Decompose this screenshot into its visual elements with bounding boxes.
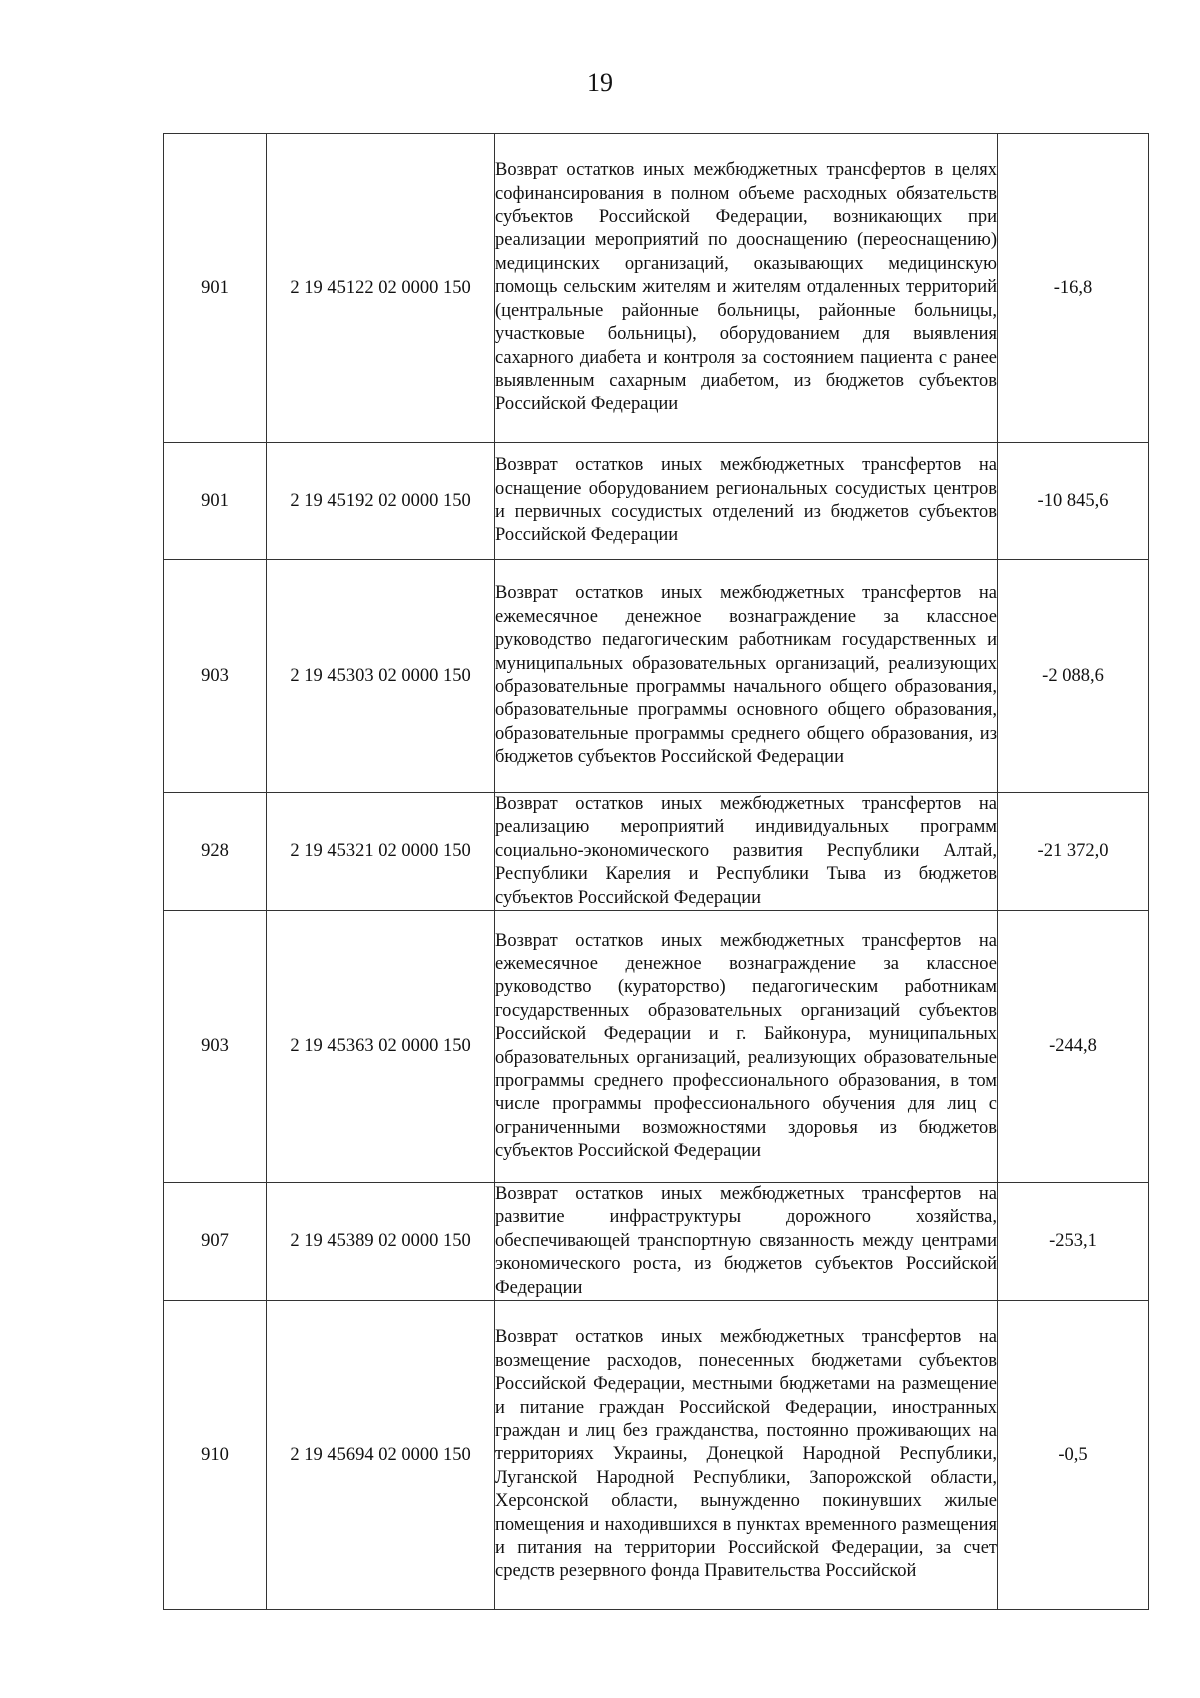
- amount-cell: -2 088,6: [998, 560, 1149, 793]
- budget-code-cell: 2 19 45122 02 0000 150: [267, 134, 495, 443]
- amount-cell: -253,1: [998, 1183, 1149, 1301]
- budget-code-cell: 2 19 45321 02 0000 150: [267, 793, 495, 911]
- table-row: [164, 911, 1149, 1183]
- description-cell: Возврат остатков иных межбюджетных трансфертов на ежемесячное денежное вознаграждение за классное руководство (кураторство) педагогическим работникам государственных образовательных организаций субъектов Российской Федерации и г. Байконура, муниципальных образовательных организаций, реализующих образовательные программы среднего профессионального образования, в том числе программы профессионального обучения для лиц с ограниченными возможностями здоровья из бюджетов субъектов Российской Федерации: [495, 911, 998, 1183]
- amount-cell: -10 845,6: [998, 443, 1149, 560]
- table-row: [164, 443, 1149, 560]
- amount-cell: -244,8: [998, 911, 1149, 1183]
- amount-cell: -16,8: [998, 134, 1149, 443]
- table-row: [164, 1301, 1149, 1610]
- description-cell: Возврат остатков иных межбюджетных трансфертов на возмещение расходов, понесенных бюджетами субъектов Российской Федерации, местными бюджетами на размещение и питание граждан Российской Федерации, иностранных граждан и лиц без гражданства, постоянно проживающих на территориях Украины, Донецкой Народной Республики, Луганской Народной Республики, Запорожской области, Херсонской области, вынужденно покинувших жилые помещения и находившихся в пунктах временного размещения и питания на территории Российской Федерации, за счет средств резервного фонда Правительства Российской: [495, 1301, 998, 1610]
- admin-code-cell: 901: [164, 134, 267, 443]
- admin-code-cell: 910: [164, 1301, 267, 1610]
- admin-code-cell: 903: [164, 560, 267, 793]
- description-cell: Возврат остатков иных межбюджетных трансфертов на оснащение оборудованием региональных сосудистых центров и первичных сосудистых отделений из бюджетов субъектов Российской Федерации: [495, 443, 998, 560]
- budget-code-cell: 2 19 45303 02 0000 150: [267, 560, 495, 793]
- amount-cell: -21 372,0: [998, 793, 1149, 911]
- table-row: [164, 1183, 1149, 1301]
- page-number: 19: [587, 68, 613, 97]
- table-row: [164, 134, 1149, 443]
- description-cell: Возврат остатков иных межбюджетных трансфертов на ежемесячное денежное вознаграждение за классное руководство педагогическим работникам государственных и муниципальных образовательных организаций, реализующих образовательные программы начального общего образования, образовательные программы основного общего образования, образовательные программы среднего общего образования, из бюджетов субъектов Российской Федерации: [495, 560, 998, 793]
- budget-code-cell: 2 19 45192 02 0000 150: [267, 443, 495, 560]
- table-row: [164, 793, 1149, 911]
- admin-code-cell: 903: [164, 911, 267, 1183]
- amount-cell: -0,5: [998, 1301, 1149, 1610]
- budget-table: [163, 133, 1149, 1610]
- description-cell: Возврат остатков иных межбюджетных трансфертов на реализацию мероприятий индивидуальных программ социально-экономического развития Республики Алтай, Республики Карелия и Республики Тыва из бюджетов субъектов Российской Федерации: [495, 793, 998, 911]
- budget-code-cell: 2 19 45389 02 0000 150: [267, 1183, 495, 1301]
- admin-code-cell: 901: [164, 443, 267, 560]
- admin-code-cell: 928: [164, 793, 267, 911]
- budget-code-cell: 2 19 45363 02 0000 150: [267, 911, 495, 1183]
- description-cell: Возврат остатков иных межбюджетных трансфертов на развитие инфраструктуры дорожного хозяйства, обеспечивающей транспортную связанность между центрами экономического роста, из бюджетов субъектов Российской Федерации: [495, 1183, 998, 1301]
- table-row: [164, 560, 1149, 793]
- admin-code-cell: 907: [164, 1183, 267, 1301]
- budget-code-cell: 2 19 45694 02 0000 150: [267, 1301, 495, 1610]
- description-cell: Возврат остатков иных межбюджетных трансфертов в целях софинансирования в полном объеме расходных обязательств субъектов Российской Федерации, возникающих при реализации мероприятий по дооснащению (переоснащению) медицинских организаций, оказывающих медицинскую помощь сельским жителям и жителям отдаленных территорий (центральные районные больницы, районные больницы, участковые больницы), оборудованием для выявления сахарного диабета и контроля за состоянием пациента с ранее выявленным сахарным диабетом, из бюджетов субъектов Российской Федерации: [495, 134, 998, 443]
